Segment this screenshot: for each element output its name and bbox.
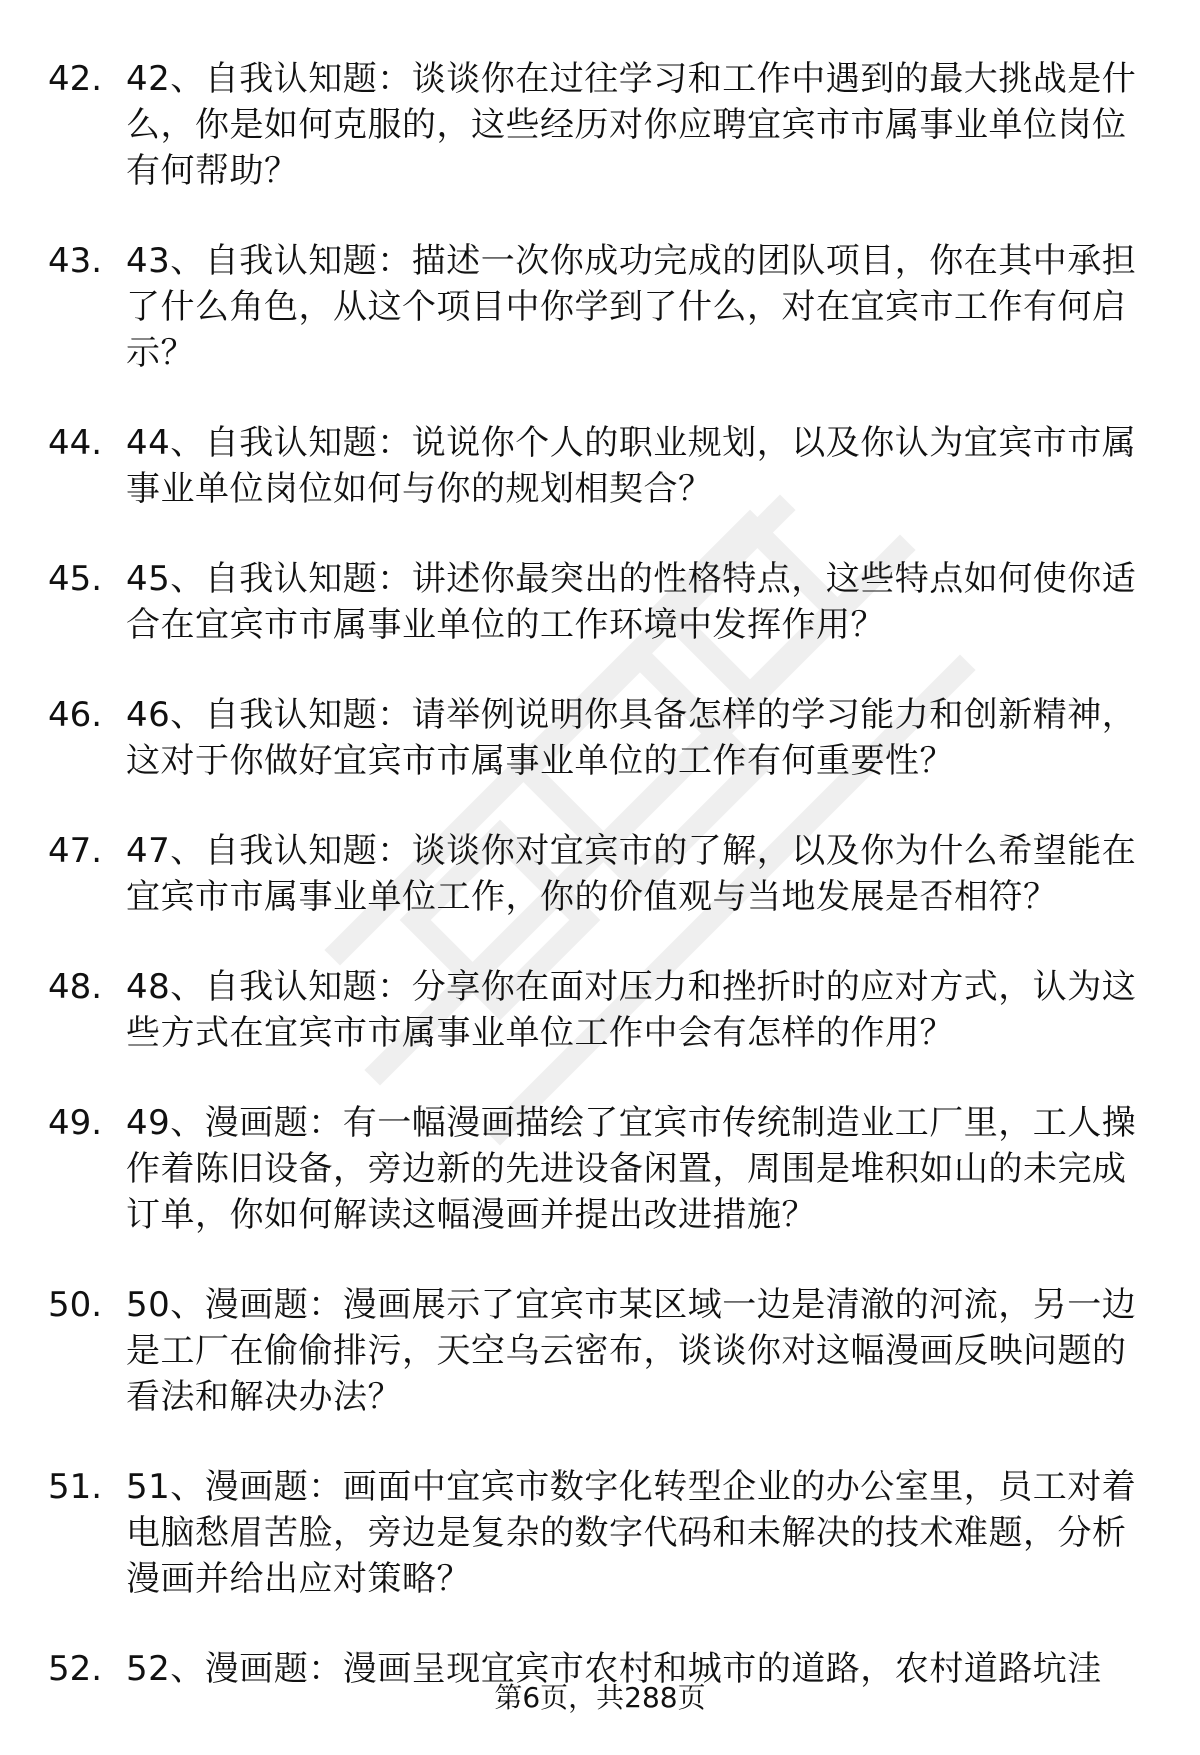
question-list [48,56,1160,1736]
question-text: 52、漫画题：漫画呈现宜宾市农村和城市的道路，农村道路坑洼 [126,1649,1102,1689]
page-footer: 第6页，共288页 [494,1681,706,1714]
question-text: 49、漫画题：有一幅漫画描绘了宜宾市传统制造业工厂里，工人操作着陈旧设备，旁边新的先进设备闲置，周围是堆积如山的未完成订单，你如何解读这幅漫画并提出改进措施？ [126,1103,1137,1235]
question-text: 48、自我认知题：分享你在面对压力和挫折时的应对方式，认为这些方式在宜宾市市属事业单位工作中会有怎样的作用？ [126,967,1137,1053]
question-item [48,56,1160,194]
question-item [48,1100,1160,1238]
question-text: 43、自我认知题：描述一次你成功完成的团队项目，你在其中承担了什么角色，从这个项目中你学到了什么，对在宜宾市工作有何启示？ [126,241,1137,373]
question-text: 50、漫画题：漫画展示了宜宾市某区域一边是清澈的河流，另一边是工厂在偷偷排污，天空乌云密布，谈谈你对这幅漫画反映问题的看法和解决办法？ [126,1285,1137,1417]
question-item [48,1464,1160,1602]
question-item [48,692,1160,784]
question-number: 49. [48,1103,103,1143]
question-number: 48. [48,967,103,1007]
question-number: 43. [48,241,103,281]
question-item [48,420,1160,512]
question-text: 51、漫画题：画面中宜宾市数字化转型企业的办公室里，员工对着电脑愁眉苦脸，旁边是复杂的数字代码和未解决的技术难题，分析漫画并给出应对策略？ [126,1467,1137,1599]
question-item [48,1282,1160,1420]
question-text: 44、自我认知题：说说你个人的职业规划，以及你认为宜宾市市属事业单位岗位如何与你的规划相契合？ [126,423,1137,509]
question-text: 42、自我认知题：谈谈你在过往学习和工作中遇到的最大挑战是什么，你是如何克服的，这些经历对你应聘宜宾市市属事业单位岗位有何帮助？ [126,59,1137,191]
question-number: 50. [48,1285,103,1325]
question-text: 46、自我认知题：请举例说明你具备怎样的学习能力和创新精神，这对于你做好宜宾市市属事业单位的工作有何重要性？ [126,695,1137,781]
question-number: 44. [48,423,103,463]
question-text: 45、自我认知题：讲述你最突出的性格特点，这些特点如何使你适合在宜宾市市属事业单位的工作环境中发挥作用？ [126,559,1137,645]
question-number: 51. [48,1467,103,1507]
question-item [48,828,1160,920]
question-number: 52. [48,1649,103,1689]
question-number: 47. [48,831,103,871]
question-number: 46. [48,695,103,735]
question-number: 42. [48,59,103,99]
question-item [48,964,1160,1056]
question-item [48,238,1160,376]
question-item [48,556,1160,648]
question-number: 45. [48,559,103,599]
question-text: 47、自我认知题：谈谈你对宜宾市的了解，以及你为什么希望能在宜宾市市属事业单位工作，你的价值观与当地发展是否相符？ [126,831,1137,917]
